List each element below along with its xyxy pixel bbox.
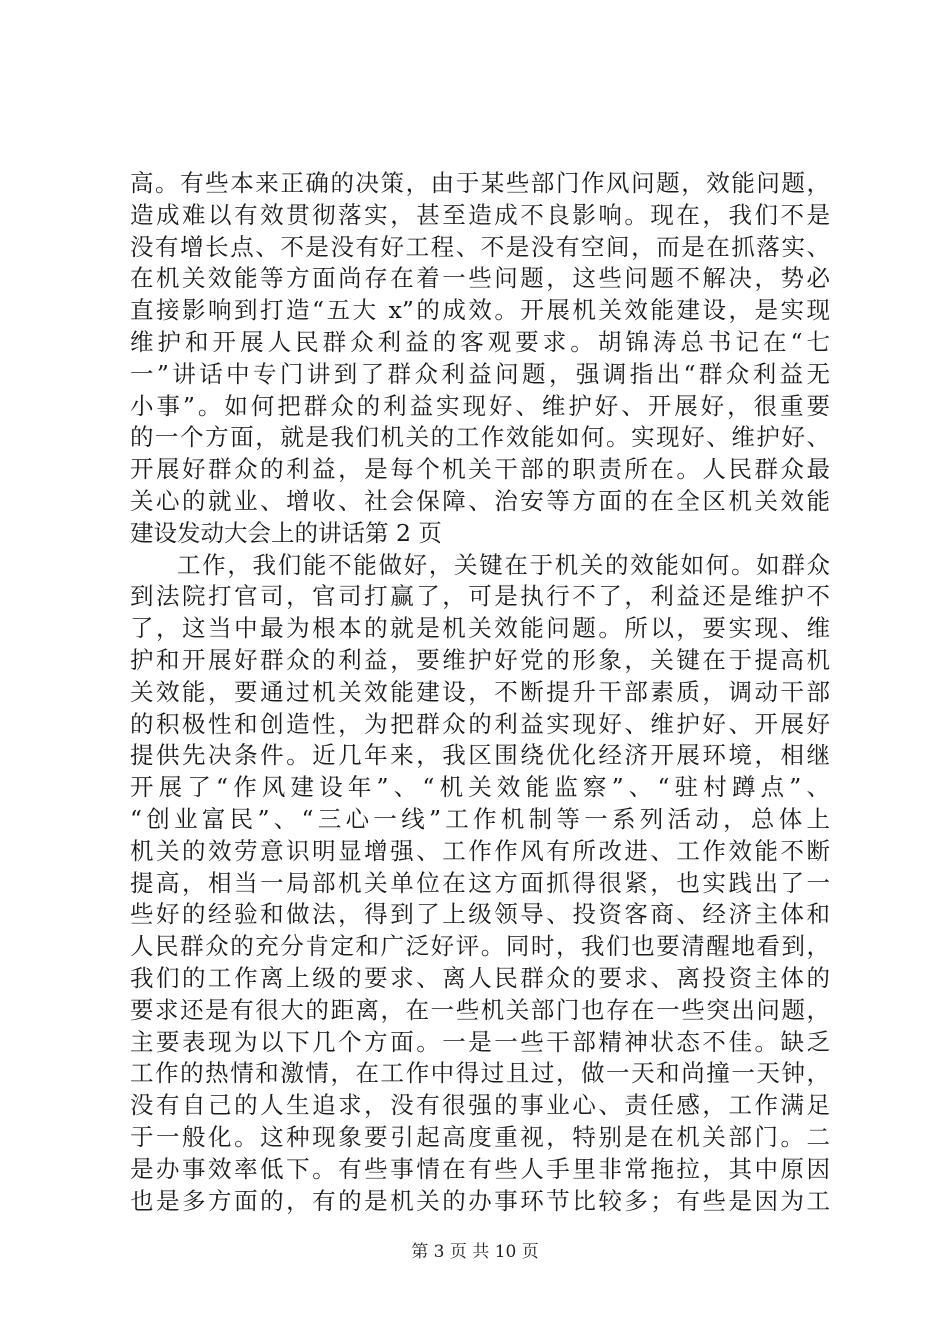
text-line: 造成难以有效贯彻落实，甚至造成不良影响。现在，我们不是 <box>130 200 830 229</box>
text-line: 没有自己的人生追求，没有很强的事业心、责任感，工作满足 <box>130 1091 830 1120</box>
text-line: 在机关效能等方面尚存在着一些问题，这些问题不解决，势必 <box>130 264 830 293</box>
text-line: 人民群众的充分肯定和广泛好评。同时，我们也要清醒地看到， <box>130 932 830 961</box>
text-line: 也是多方面的，有的是机关的办事环节比较多；有些是因为工 <box>130 1186 830 1215</box>
text-line: 直接影响到打造“五大 x”的成效。开展机关效能建设，是实现 <box>130 296 830 325</box>
text-line: 些好的经验和做法，得到了上级领导、投资客商、经济主体和 <box>130 900 830 929</box>
text-line: 的一个方面，就是我们机关的工作效能如何。实现好、维护好、 <box>130 423 830 452</box>
text-line: 工作的热情和激情，在工作中得过且过，做一天和尚撞一天钟， <box>130 1059 830 1088</box>
text-line: 关心的就业、增收、社会保障、治安等方面的在全区机关效能 <box>130 486 830 515</box>
text-line: 开展好群众的利益，是每个机关干部的职责所在。人民群众最 <box>130 455 830 484</box>
text-line: 没有增长点、不是没有好工程、不是没有空间，而是在抓落实、 <box>130 232 830 261</box>
text-line: 小事”。如何把群众的利益实现好、维护好、开展好，很重要 <box>130 391 830 420</box>
text-line: 建设发动大会上的讲话第 2 页 <box>130 518 442 547</box>
text-line: 提供先决条件。近几年来，我区围绕优化经济开展环境，相继 <box>130 741 830 770</box>
text-line: 要求还是有很大的距离，在一些机关部门也存在一些突出问题， <box>130 995 830 1024</box>
text-line: 的积极性和创造性，为把群众的利益实现好、维护好、开展好 <box>130 709 830 738</box>
text-line: 机关的效劳意识明显增强、工作作风有所改进、工作效能不断 <box>130 836 830 865</box>
text-line: 是办事效率低下。有些事情在有些人手里非常拖拉，其中原因 <box>130 1154 830 1183</box>
text-line: 我们的工作离上级的要求、离人民群众的要求、离投资主体的 <box>130 963 830 992</box>
text-line: 一”讲话中专门讲到了群众利益问题，强调指出“群众利益无 <box>130 359 830 388</box>
text-line: 主要表现为以下几个方面。一是一些干部精神状态不佳。缺乏 <box>130 1027 830 1056</box>
text-line: 于一般化。这种现象要引起高度重视，特别是在机关部门。二 <box>130 1122 830 1151</box>
text-line: 提高，相当一局部机关单位在这方面抓得很紧，也实践出了一 <box>130 868 830 897</box>
text-line: “创业富民”、“三心一线”工作机制等一系列活动，总体上 <box>130 804 830 833</box>
text-line: 维护和开展人民群众利益的客观要求。胡锦涛总书记在“七 <box>130 327 830 356</box>
text-line: 了，这当中最为根本的就是机关效能问题。所以，要实现、维 <box>130 614 830 643</box>
text-line: 护和开展好群众的利益，要维护好党的形象，关键在于提高机 <box>130 645 830 674</box>
text-line: 关效能，要通过机关效能建设，不断提升干部素质，调动干部 <box>130 677 830 706</box>
body-text <box>130 168 830 1217</box>
text-line: 开展了“作风建设年”、“机关效能监察”、“驻村蹲点”、 <box>130 773 830 802</box>
paragraph-start-line: 工作，我们能不能做好，关键在于机关的效能如何。如群众 <box>177 550 830 579</box>
text-line: 到法院打官司，官司打赢了，可是执行不了，利益还是维护不 <box>130 582 830 611</box>
page-footer <box>0 1240 950 1264</box>
page-number: 第 3 页 共 10 页 <box>411 1242 539 1262</box>
text-line: 高。有些本来正确的决策，由于某些部门作风问题，效能问题， <box>130 169 830 197</box>
